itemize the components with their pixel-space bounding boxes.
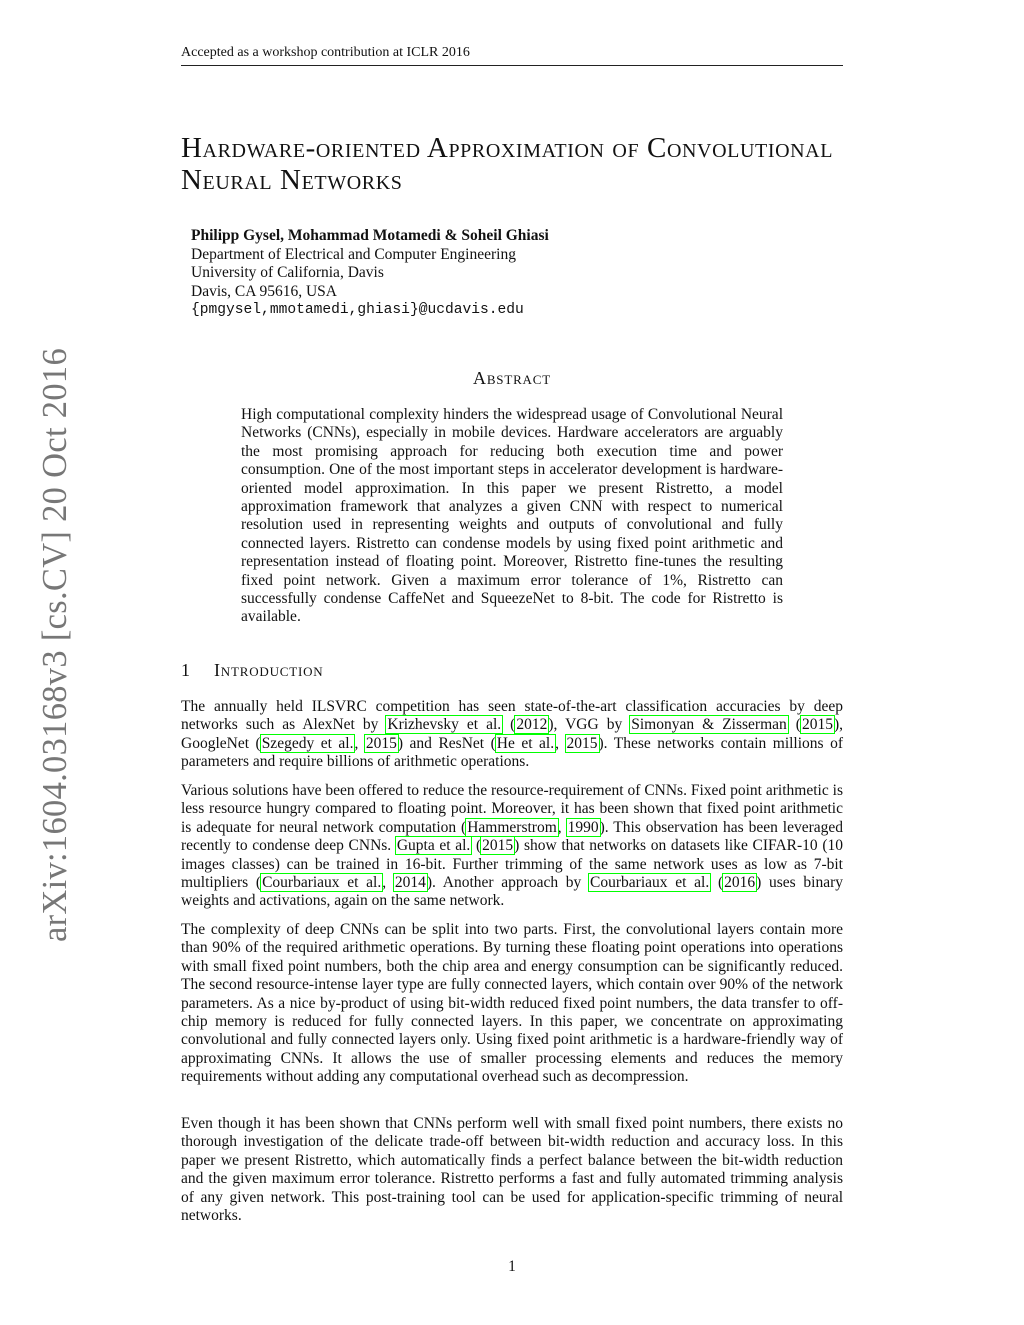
- text-run: ,: [555, 734, 566, 752]
- paper-title: Hardware-oriented Approximation of Convolutional Neural Networks: [181, 132, 834, 196]
- page-number: 1: [508, 1258, 516, 1275]
- intro-paragraph-4: Even though it has been shown that CNNs perform well with small fixed point numbers, there exists no thorough investigation of the delicate trade-off between bit-width reduction and accuracy loss. In this paper we present Ristretto, which automatically finds a perfect balance between the bit-width reduction and the given maximum error tolerance. Ristretto performs a fast and fully automated trimming analysis of any given network. This post-training tool can be used for application-specific trimming of neural networks.: [181, 1115, 843, 1225]
- citation-link[interactable]: He et al.: [496, 734, 555, 752]
- text-run: The annually held ILSVRC competition has seen state-of-the-art classification accuracies by deep networks such as AlexNet by: [181, 698, 843, 734]
- citation-year-link[interactable]: 2016: [724, 874, 756, 892]
- text-run: ,: [354, 734, 365, 752]
- text-run: (: [502, 716, 516, 734]
- text-run: ) uses binary weights and activations, again on the same network.: [181, 874, 844, 910]
- text-run: ,: [382, 874, 394, 892]
- text-run: ). These networks contain millions of parameters and require billions of arithmetic operations.: [181, 734, 844, 771]
- running-header: Accepted as a workshop contribution at ICLR 2016: [181, 44, 843, 66]
- text-run: ) show that networks on datasets like CIFAR-10 (10 images classes) can be trained in 16-bit. Further trimming of the same network uses as low as 7-bit multipliers (: [181, 837, 843, 892]
- text-run: ). This observation has been leveraged recently to condense deep CNNs.: [181, 818, 843, 855]
- text-run: ,: [557, 818, 567, 836]
- arxiv-identifier: arXiv:1604.03168v3 [cs.CV] 20 Oct 2016: [36, 348, 74, 942]
- author-email: {pmgysel,mmotamedi,ghiasi}@ucdavis.edu: [191, 302, 524, 319]
- author-university: University of California, Davis: [191, 264, 384, 282]
- text-run: ) and ResNet (: [397, 734, 496, 752]
- section-heading-introduction: [181, 659, 843, 681]
- citation-year-link[interactable]: 2015: [566, 734, 598, 752]
- text-run: ), VGG by: [548, 716, 631, 734]
- abstract-heading: Abstract: [473, 368, 551, 388]
- citation-year-link[interactable]: 2012: [516, 716, 548, 734]
- text-run: (: [471, 837, 482, 855]
- author-names: Philipp Gysel, Mohammad Motamedi & Soheil Ghiasi: [191, 227, 549, 244]
- citation-link[interactable]: Courbariaux et al.: [590, 874, 710, 892]
- author-address: Davis, CA 95616, USA: [191, 282, 337, 300]
- citation-year-link[interactable]: 2015: [801, 716, 833, 734]
- citation-year-link[interactable]: 2015: [365, 734, 397, 752]
- citation-link[interactable]: Gupta et al.: [396, 837, 471, 855]
- section-number: 1: [181, 660, 191, 680]
- citation-year-link[interactable]: 1990: [567, 818, 599, 836]
- citation-link[interactable]: Courbariaux et al.: [262, 874, 382, 892]
- citation-link[interactable]: Szegedy et al.: [261, 734, 354, 752]
- citation-link[interactable]: Simonyan & Zisserman: [631, 716, 787, 734]
- text-run: (: [787, 716, 801, 734]
- text-run: ). Another approach by: [426, 874, 590, 892]
- author-department: Department of Electrical and Computer Engineering: [191, 245, 516, 263]
- intro-paragraph-1: [181, 698, 843, 772]
- citation-link[interactable]: Krizhevsky et al.: [387, 716, 502, 734]
- text-run: ), GoogleNet (: [181, 716, 843, 752]
- intro-paragraph-3: The complexity of deep CNNs can be split into two parts. First, the convolutional layers contain more than 90% of the required arithmetic operations. By turning these floating point operations into operations with small fixed point numbers, both the chip area and energy consumption can be significantly reduced. The second resource-intense layer type are fully connected layers, which contain over 90% of the network parameters. As a nice by-product of using bit-width reduced fixed point numbers, the data transfer to off-chip memory is reduced for fully connected layers. In this paper, we concentrate on approximating convolutional and fully connected layers only. Using fixed point arithmetic is a hardware-friendly way of approximating CNNs. It allows the use of smaller processing elements and reduces the memory requirements without adding any computational overhead such as decompression.: [181, 921, 843, 1086]
- section-title: Introduction: [214, 660, 324, 680]
- citation-year-link[interactable]: 2015: [482, 837, 514, 855]
- abstract-body: High computational complexity hinders the widespread usage of Convolutional Neural Networks (CNNs), especially in mobile devices. Hardware accelerators are arguably the most promising approach for reducing both execution time and power consumption. One of the most important steps in accelerator development is hardware-oriented model approximation. In this paper we present Ristretto, a model approximation framework that analyzes a given CNN with respect to numerical resolution used in representing weights and outputs of convolutional and fully connected layers. Ristretto can condense models by using fixed point arithmetic and representation instead of floating point. Moreover, Ristretto fine-tunes the resulting fixed point network. Given a maximum error tolerance of 1%, Ristretto can successfully condense CaffeNet and SqueezeNet to 8-bit. The code for Ristretto is available.: [241, 406, 783, 626]
- author-block: [191, 227, 811, 320]
- citation-link[interactable]: Hammerstrom: [467, 818, 557, 836]
- citation-year-link[interactable]: 2014: [394, 874, 426, 892]
- text-run: Various solutions have been offered to reduce the resource-requirement of CNNs. Fixed point arithmetic is less resource hungry compared to floating point. Moreover, it has been shown that fixed point arithmetic is adequate for neural network computation (: [181, 782, 843, 836]
- intro-paragraph-2: [181, 782, 843, 911]
- text-run: (: [710, 874, 724, 892]
